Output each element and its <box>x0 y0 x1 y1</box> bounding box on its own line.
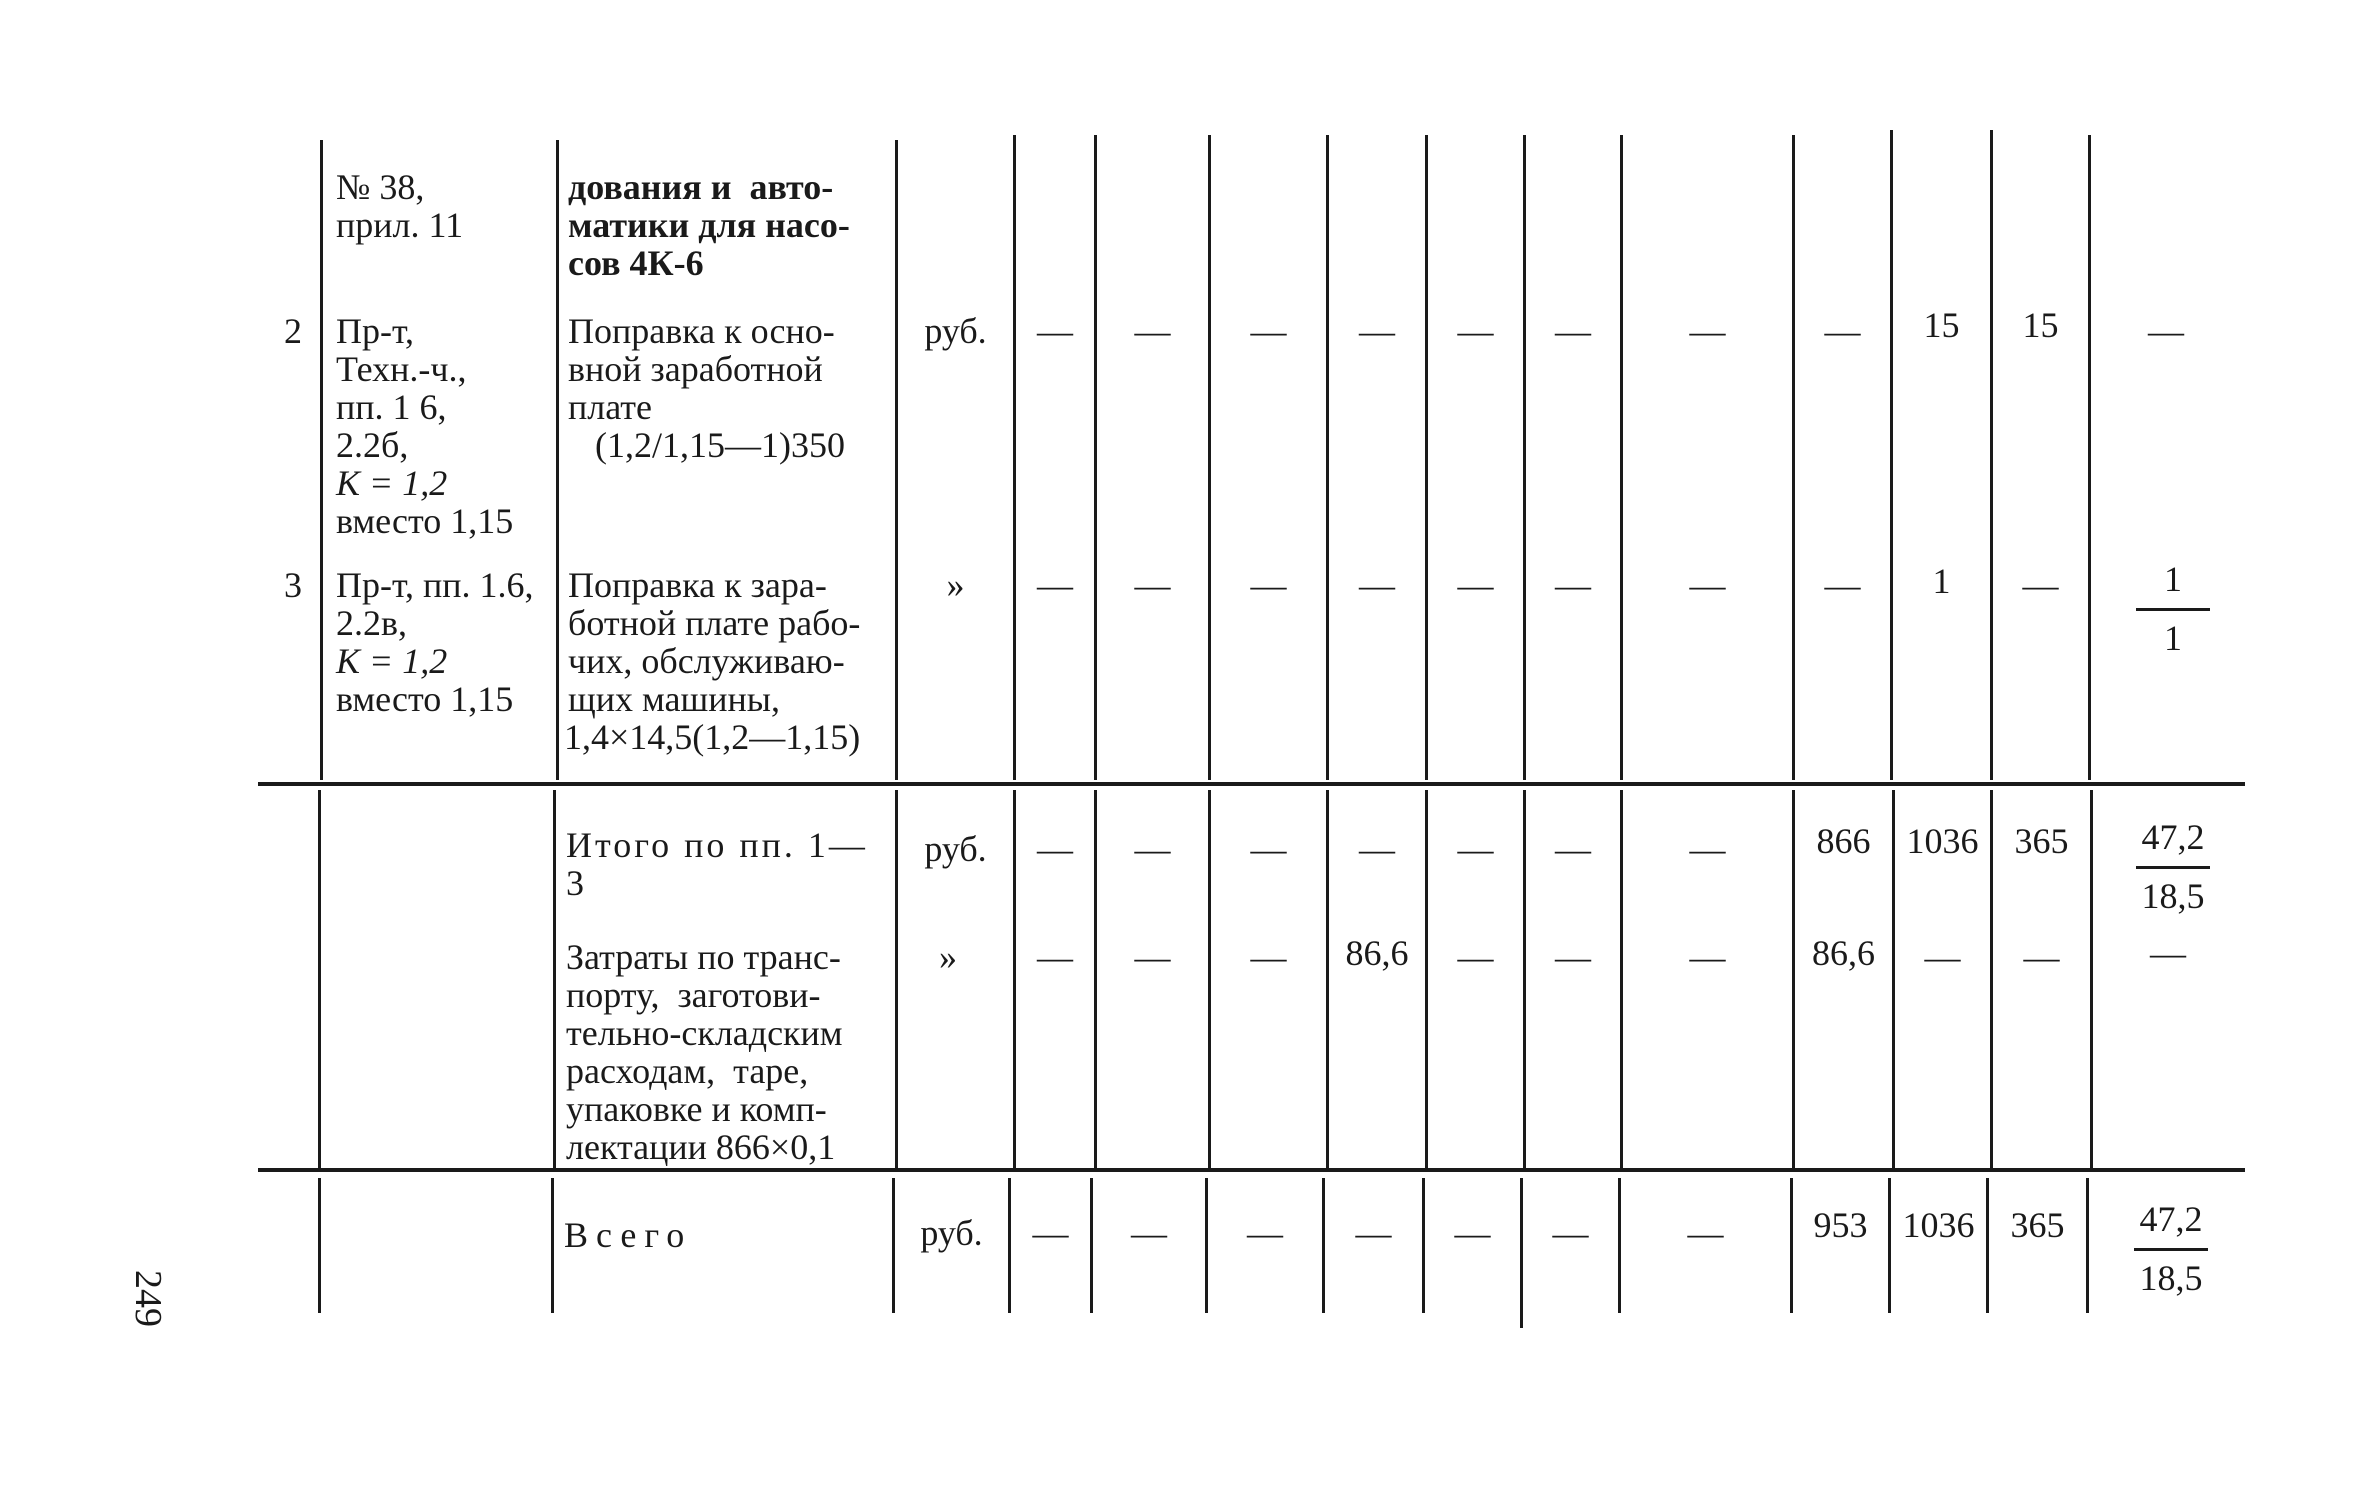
value-cell: — <box>1037 311 1073 351</box>
value-cell: — <box>1134 937 1171 977</box>
column-rule <box>1792 135 1795 780</box>
value-cell: — <box>1457 311 1494 351</box>
basis-line: К = 1,2 <box>336 463 448 503</box>
fraction-bar <box>2136 866 2210 869</box>
basis-line: вместо 1,15 <box>336 501 514 541</box>
item-name-line: Затраты по транс- <box>566 937 841 977</box>
value-cell: — <box>1037 937 1073 977</box>
fraction-numerator: 47,2 <box>2141 817 2205 857</box>
value-cell: — <box>1687 1213 1724 1253</box>
value-cell: 86,6 <box>1812 933 1875 973</box>
fraction-numerator: 47,2 <box>2139 1199 2203 1239</box>
total-label: Всего <box>564 1215 693 1255</box>
value-cell: — <box>1824 311 1861 351</box>
value-cell: — <box>1250 311 1287 351</box>
column-rule <box>1013 135 1016 780</box>
fraction-value <box>2128 818 2218 915</box>
column-rule <box>1208 135 1211 780</box>
value-cell: — <box>1457 937 1494 977</box>
fraction-numerator: 1 <box>2164 559 2182 599</box>
column-rule <box>2088 135 2091 780</box>
value-cell: — <box>1924 937 1961 977</box>
item-name-line: чих, обслуживаю- <box>568 641 845 681</box>
unit-cell: » <box>946 565 965 605</box>
column-rule <box>1986 1178 1989 1313</box>
value-cell: — <box>1250 937 1287 977</box>
value-cell: 15 <box>2022 305 2059 345</box>
fraction-denominator: 1 <box>2164 618 2182 658</box>
row-number: 2 <box>284 311 302 351</box>
value-cell: 866 <box>1816 821 1871 861</box>
item-name-line: дования и авто- <box>568 167 834 207</box>
value-cell: — <box>1037 565 1073 605</box>
value-cell: 1 <box>1932 561 1951 601</box>
column-rule <box>2090 790 2093 1168</box>
item-name-line: Поправка к зара- <box>568 565 827 605</box>
value-cell: — <box>1689 937 1726 977</box>
item-name-line: Поправка к осно- <box>568 311 835 351</box>
column-rule <box>1094 135 1097 780</box>
value-cell: 365 <box>2014 821 2069 861</box>
fraction-value <box>2128 560 2218 657</box>
item-name-line: ботной плате рабо- <box>568 603 861 643</box>
unit-cell: руб. <box>924 311 987 351</box>
value-cell: — <box>1457 829 1494 869</box>
item-name-line: матики для насо- <box>568 205 850 245</box>
basis-line: К = 1,2 <box>336 641 448 681</box>
value-cell: — <box>1555 829 1591 869</box>
column-rule <box>1990 130 1993 780</box>
value-cell: — <box>1555 937 1591 977</box>
value-cell: — <box>1037 829 1073 869</box>
value-cell: — <box>1250 565 1287 605</box>
item-name-line: расходам, таре, <box>566 1051 809 1091</box>
column-rule <box>1888 1178 1891 1313</box>
fraction-bar <box>2136 608 2210 611</box>
fraction-denominator: 18,5 <box>2139 1258 2203 1298</box>
value-cell: — <box>1359 829 1395 869</box>
value-cell: 365 <box>2010 1205 2065 1245</box>
basis-line: Пр-т, пп. 1.6, <box>336 565 534 605</box>
value-cell: — <box>1689 311 1726 351</box>
column-rule <box>1620 135 1623 780</box>
value-cell: — <box>2023 937 2060 977</box>
column-rule <box>318 1178 321 1313</box>
value-cell: — <box>1454 1213 1491 1253</box>
value-cell: — <box>1555 311 1591 351</box>
value-cell: — <box>1824 565 1861 605</box>
page-number: 249 <box>127 1270 169 1327</box>
section-rule <box>258 1168 2245 1172</box>
item-name-line: плате <box>568 387 652 427</box>
item-name-line: вной заработной <box>568 349 823 389</box>
value-cell: — <box>1689 829 1726 869</box>
fraction-denominator: 18,5 <box>2141 876 2205 916</box>
subtotal-label: 3 <box>566 863 584 903</box>
value-cell: — <box>1247 1213 1283 1253</box>
basis-line: Техн.-ч., <box>336 349 467 389</box>
value-cell: 1036 <box>1902 1205 1975 1245</box>
basis-line: 2.2б, <box>336 425 409 465</box>
value-cell: 15 <box>1923 305 1960 345</box>
basis-line: 2.2в, <box>336 603 407 643</box>
column-rule <box>895 140 898 780</box>
basis-line: вместо 1,15 <box>336 679 514 719</box>
value-cell: — <box>2148 311 2184 351</box>
column-rule <box>551 1178 554 1313</box>
value-cell: — <box>1689 565 1726 605</box>
item-name-line: порту, заготови- <box>566 975 821 1015</box>
value-cell: — <box>1555 565 1591 605</box>
value-cell: — <box>1134 565 1171 605</box>
value-cell: — <box>1134 829 1171 869</box>
row-number: 3 <box>284 565 302 605</box>
value-cell: — <box>1032 1213 1069 1253</box>
value-cell: — <box>1250 829 1287 869</box>
column-rule <box>553 790 556 1168</box>
unit-cell: руб. <box>920 1213 983 1253</box>
column-rule <box>1326 135 1329 780</box>
unit-cell: руб. <box>924 829 987 869</box>
value-cell: — <box>1457 565 1494 605</box>
value-cell: — <box>1552 1213 1589 1253</box>
basis-line: Пр-т, <box>336 311 415 351</box>
section-rule <box>258 782 2245 786</box>
value-cell: — <box>2022 565 2059 605</box>
item-name-line: щих машины, <box>568 679 780 719</box>
column-rule <box>2086 1178 2089 1313</box>
item-name-line: 1,4×14,5(1,2—1,15) <box>564 717 861 757</box>
column-rule <box>318 790 321 1168</box>
item-name-line: упаковке и комп- <box>566 1089 827 1129</box>
unit-cell: » <box>939 937 957 977</box>
column-rule <box>1890 130 1893 780</box>
value-cell: — <box>1359 565 1395 605</box>
fraction-value <box>2126 1200 2216 1297</box>
value-cell: — <box>1131 1213 1167 1253</box>
basis-line: пп. 1 6, <box>336 387 447 427</box>
item-name-line: лектации 866×0,1 <box>566 1127 836 1167</box>
value-cell: 953 <box>1813 1205 1868 1245</box>
item-name-line: тельно-складским <box>566 1013 843 1053</box>
value-cell: — <box>1134 311 1171 351</box>
value-cell: 1036 <box>1906 821 1979 861</box>
item-name-line: сов 4К-6 <box>568 243 704 283</box>
subtotal-label: Итого по пп. 1— <box>566 825 868 865</box>
column-rule <box>320 140 323 780</box>
value-cell: — <box>1359 311 1395 351</box>
column-rule <box>1523 135 1526 780</box>
column-rule <box>1790 1178 1793 1313</box>
column-rule <box>1425 135 1428 780</box>
value-cell: — <box>2150 933 2186 973</box>
fraction-bar <box>2134 1248 2208 1251</box>
basis-line: прил. 11 <box>336 205 464 245</box>
value-cell: 86,6 <box>1345 933 1409 973</box>
column-rule <box>1520 1178 1523 1328</box>
column-rule <box>556 140 559 780</box>
value-cell: — <box>1355 1213 1392 1253</box>
basis-line: № 38, <box>336 167 425 207</box>
item-name-line: (1,2/1,15—1)350 <box>568 425 845 465</box>
